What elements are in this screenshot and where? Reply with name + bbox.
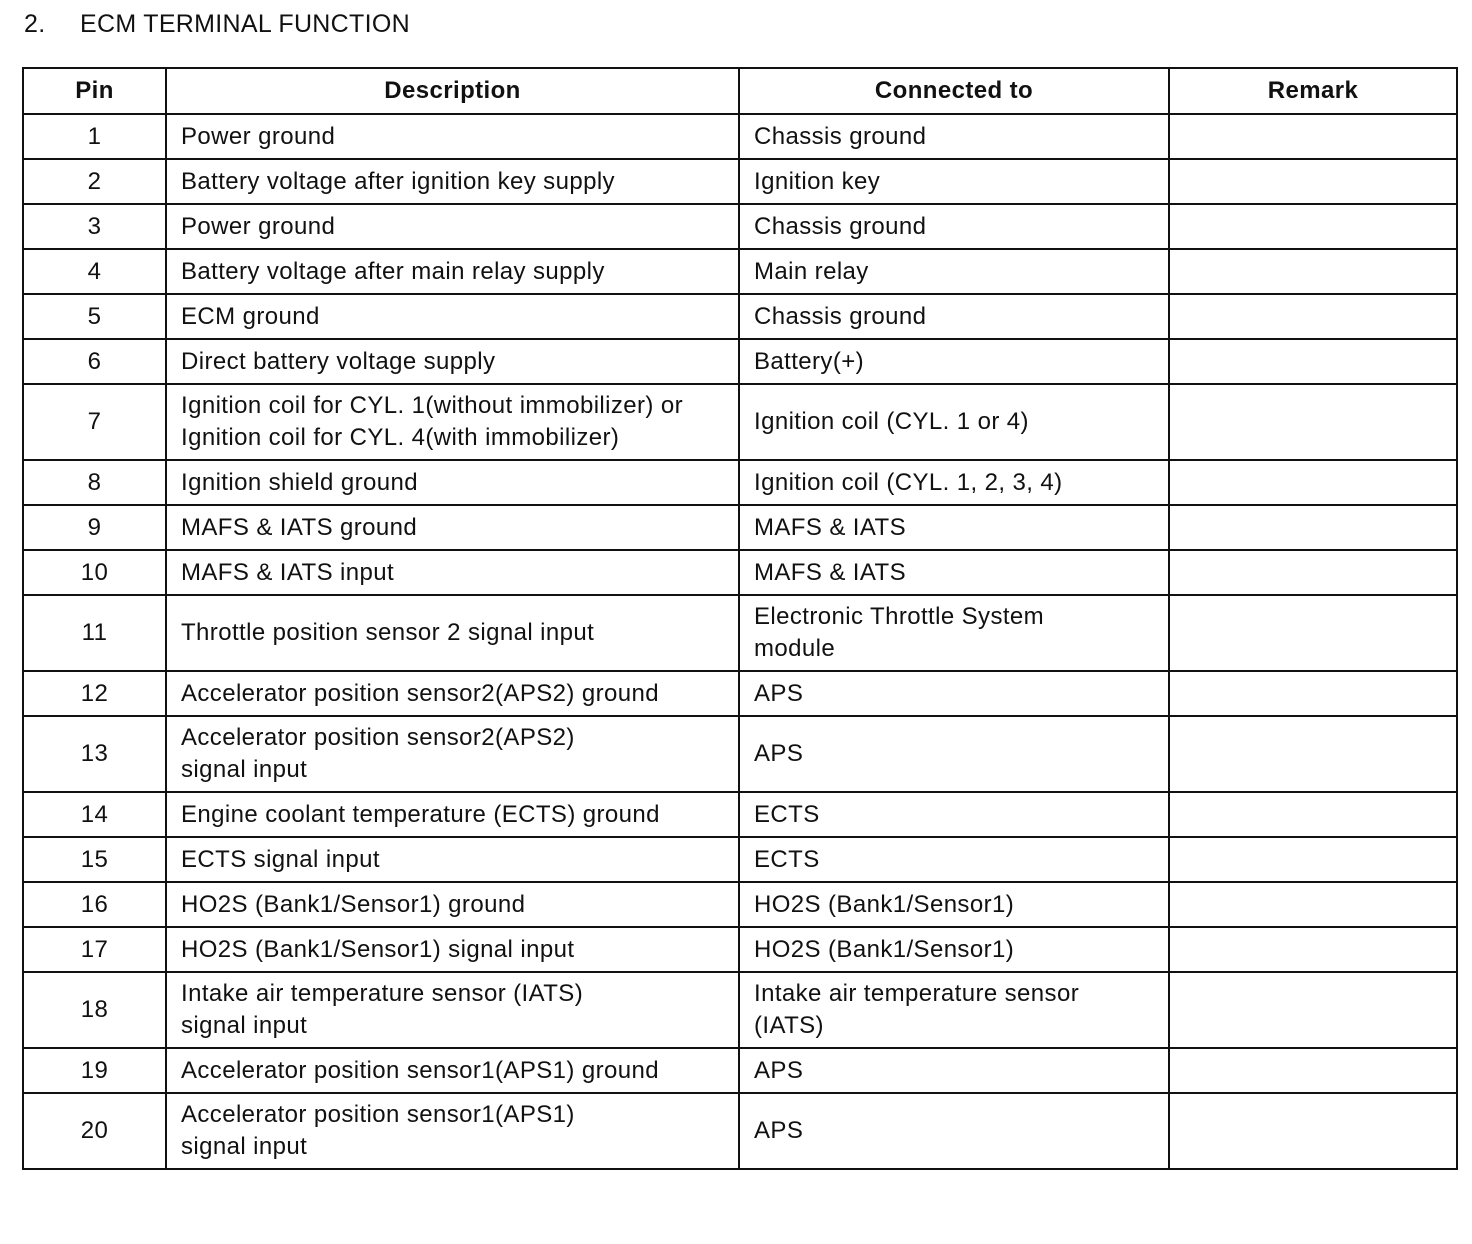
table-row — [23, 972, 1457, 1048]
table-row — [23, 114, 1457, 159]
remark-cell — [1169, 460, 1457, 505]
table-row — [23, 716, 1457, 792]
pin-cell: 18 — [23, 972, 166, 1048]
table-header-row — [23, 68, 1457, 114]
remark-cell — [1169, 339, 1457, 384]
description-cell: HO2S (Bank1/Sensor1) signal input — [166, 927, 739, 972]
description-cell: Battery voltage after main relay supply — [166, 249, 739, 294]
pin-cell: 11 — [23, 595, 166, 671]
remark-cell — [1169, 972, 1457, 1048]
remark-cell — [1169, 837, 1457, 882]
remark-cell — [1169, 927, 1457, 972]
remark-cell — [1169, 505, 1457, 550]
table-row — [23, 792, 1457, 837]
description-cell: ECM ground — [166, 294, 739, 339]
connected-to-cell: Ignition key — [739, 159, 1169, 204]
pin-cell: 3 — [23, 204, 166, 249]
connected-to-cell: Chassis ground — [739, 294, 1169, 339]
table-row — [23, 927, 1457, 972]
connected-to-cell: ECTS — [739, 837, 1169, 882]
remark-cell — [1169, 671, 1457, 716]
description-cell: Power ground — [166, 204, 739, 249]
description-cell: MAFS & IATS ground — [166, 505, 739, 550]
pin-cell: 16 — [23, 882, 166, 927]
connected-to-cell: APS — [739, 1093, 1169, 1169]
description-cell: Ignition shield ground — [166, 460, 739, 505]
table-row — [23, 882, 1457, 927]
header-pin: Pin — [23, 68, 166, 114]
pin-cell: 7 — [23, 384, 166, 460]
description-cell: ECTS signal input — [166, 837, 739, 882]
description-cell: Throttle position sensor 2 signal input — [166, 595, 739, 671]
table-row — [23, 294, 1457, 339]
section-number: 2. — [24, 10, 46, 38]
remark-cell — [1169, 384, 1457, 460]
remark-cell — [1169, 716, 1457, 792]
table-row — [23, 384, 1457, 460]
section-title: ECM TERMINAL FUNCTION — [80, 10, 410, 38]
connected-to-cell: MAFS & IATS — [739, 550, 1169, 595]
pin-cell: 14 — [23, 792, 166, 837]
header-description: Description — [166, 68, 739, 114]
pin-cell: 15 — [23, 837, 166, 882]
pin-cell: 6 — [23, 339, 166, 384]
remark-cell — [1169, 114, 1457, 159]
connected-to-cell: Intake air temperature sensor (IATS) — [739, 972, 1169, 1048]
connected-to-cell: ECTS — [739, 792, 1169, 837]
remark-cell — [1169, 159, 1457, 204]
connected-to-cell: APS — [739, 1048, 1169, 1093]
remark-cell — [1169, 204, 1457, 249]
remark-cell — [1169, 294, 1457, 339]
connected-to-cell: Chassis ground — [739, 204, 1169, 249]
remark-cell — [1169, 550, 1457, 595]
table-row — [23, 595, 1457, 671]
pin-cell: 20 — [23, 1093, 166, 1169]
table-row — [23, 249, 1457, 294]
ecm-terminal-table — [22, 67, 1458, 1170]
pin-cell: 1 — [23, 114, 166, 159]
connected-to-cell: APS — [739, 671, 1169, 716]
connected-to-cell: APS — [739, 716, 1169, 792]
header-remark: Remark — [1169, 68, 1457, 114]
description-cell: Power ground — [166, 114, 739, 159]
pin-cell: 8 — [23, 460, 166, 505]
connected-to-cell: Battery(+) — [739, 339, 1169, 384]
connected-to-cell: HO2S (Bank1/Sensor1) — [739, 882, 1169, 927]
description-cell: HO2S (Bank1/Sensor1) ground — [166, 882, 739, 927]
description-cell: Engine coolant temperature (ECTS) ground — [166, 792, 739, 837]
description-cell: Accelerator position sensor1(APS1) ground — [166, 1048, 739, 1093]
pin-cell: 2 — [23, 159, 166, 204]
table-row — [23, 460, 1457, 505]
pin-cell: 9 — [23, 505, 166, 550]
pin-cell: 12 — [23, 671, 166, 716]
description-cell: Accelerator position sensor2(APS2) signal input — [166, 716, 739, 792]
header-connected-to: Connected to — [739, 68, 1169, 114]
table-row — [23, 339, 1457, 384]
description-cell: MAFS & IATS input — [166, 550, 739, 595]
description-cell: Battery voltage after ignition key supply — [166, 159, 739, 204]
description-cell: Accelerator position sensor2(APS2) ground — [166, 671, 739, 716]
connected-to-cell: MAFS & IATS — [739, 505, 1169, 550]
connected-to-cell: Chassis ground — [739, 114, 1169, 159]
table-row — [23, 837, 1457, 882]
pin-cell: 10 — [23, 550, 166, 595]
remark-cell — [1169, 1093, 1457, 1169]
table-row — [23, 550, 1457, 595]
table-row — [23, 204, 1457, 249]
connected-to-cell: Ignition coil (CYL. 1 or 4) — [739, 384, 1169, 460]
remark-cell — [1169, 249, 1457, 294]
pin-cell: 13 — [23, 716, 166, 792]
pin-cell: 4 — [23, 249, 166, 294]
table-row — [23, 505, 1457, 550]
connected-to-cell: Main relay — [739, 249, 1169, 294]
pin-cell: 5 — [23, 294, 166, 339]
pin-cell: 17 — [23, 927, 166, 972]
description-cell: Intake air temperature sensor (IATS) signal input — [166, 972, 739, 1048]
section-heading — [24, 10, 410, 39]
description-cell: Accelerator position sensor1(APS1) signal input — [166, 1093, 739, 1169]
table-row — [23, 159, 1457, 204]
table-row — [23, 671, 1457, 716]
connected-to-cell: HO2S (Bank1/Sensor1) — [739, 927, 1169, 972]
connected-to-cell: Ignition coil (CYL. 1, 2, 3, 4) — [739, 460, 1169, 505]
table-row — [23, 1048, 1457, 1093]
remark-cell — [1169, 595, 1457, 671]
remark-cell — [1169, 1048, 1457, 1093]
description-cell: Direct battery voltage supply — [166, 339, 739, 384]
remark-cell — [1169, 882, 1457, 927]
connected-to-cell: Electronic Throttle System module — [739, 595, 1169, 671]
table-row — [23, 1093, 1457, 1169]
description-cell: Ignition coil for CYL. 1(without immobilizer) or Ignition coil for CYL. 4(with immobilizer) — [166, 384, 739, 460]
pin-cell: 19 — [23, 1048, 166, 1093]
remark-cell — [1169, 792, 1457, 837]
